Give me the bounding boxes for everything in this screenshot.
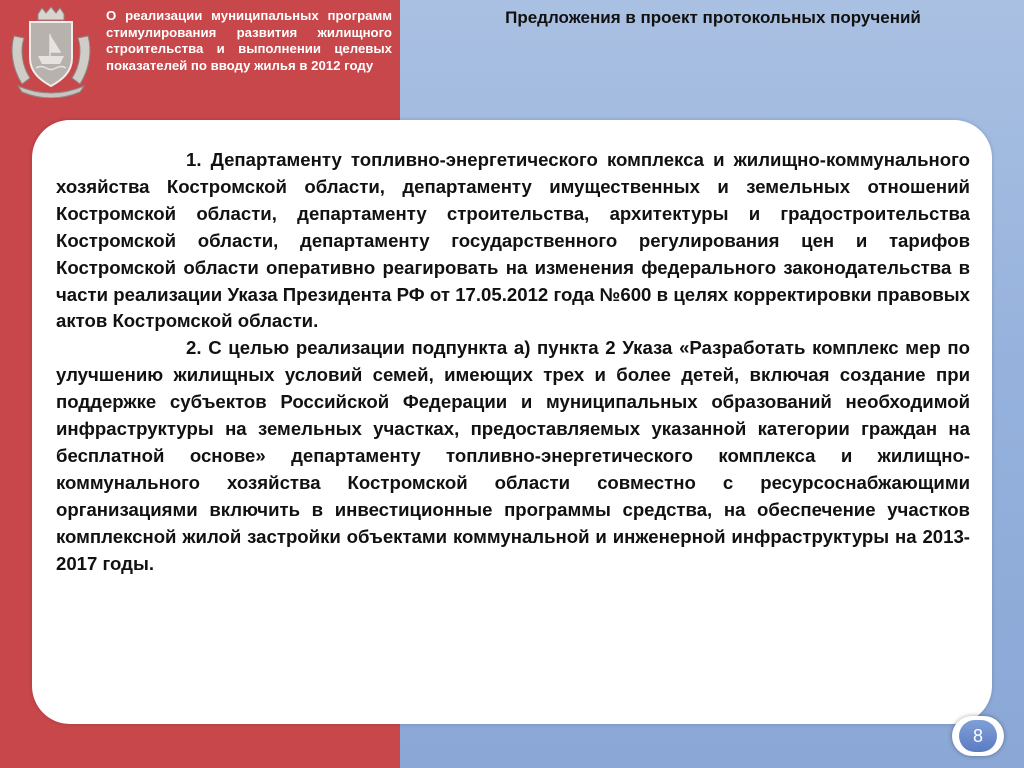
paragraph-1: 1. Департаменту топливно-энергетического комплекса и жилищно-коммунального хозяйства Костромской области, департаменту имущественных и земельных отношений Костромской области, департаменту строительства, архитектуры и градостроительства Костромской области, департаменту государственного регулирования цен и тарифов Костромской области оперативно реагировать на изменения федерального законодательства в части реализации Указа Президента РФ от 17.05.2012 года №600 в целях корректировки правовых актов Костромской области. [56,149,970,332]
slide-title: Предложения в проект протокольных поручений [505,8,921,27]
page-number: 8 [959,720,997,752]
paragraph-2: 2. С целью реализации подпункта а) пункта 2 Указа «Разработать комплекс мер по улучшению жилищных условий семей, имеющих трех и более детей, включая создание при поддержке субъектов Российской Федерации и муниципальных образований необходимой инфраструктуры на земельных участках, предоставляемых указанной категории граждан на бесплатной основе» департаменту топливно-энергетического комплекса и жилищно-коммунального хозяйства Костромской области совместно с ресурсоснабжающими организациями включить в инвестиционные программы средства, на обеспечение участков комплексной жилой застройки объектами коммунальной и инженерной инфраструктуры на 2013-2017 годы. [56,337,970,574]
page-number-badge [952,716,1004,756]
presentation-subtitle: О реализации муниципальных программ стимулирования развития жилищного строительства и выполнении целевых показателей по вводу жилья в 2012 году [106,8,392,73]
content-text [56,147,970,578]
coat-of-arms-icon [8,6,94,98]
content-card [32,120,992,724]
